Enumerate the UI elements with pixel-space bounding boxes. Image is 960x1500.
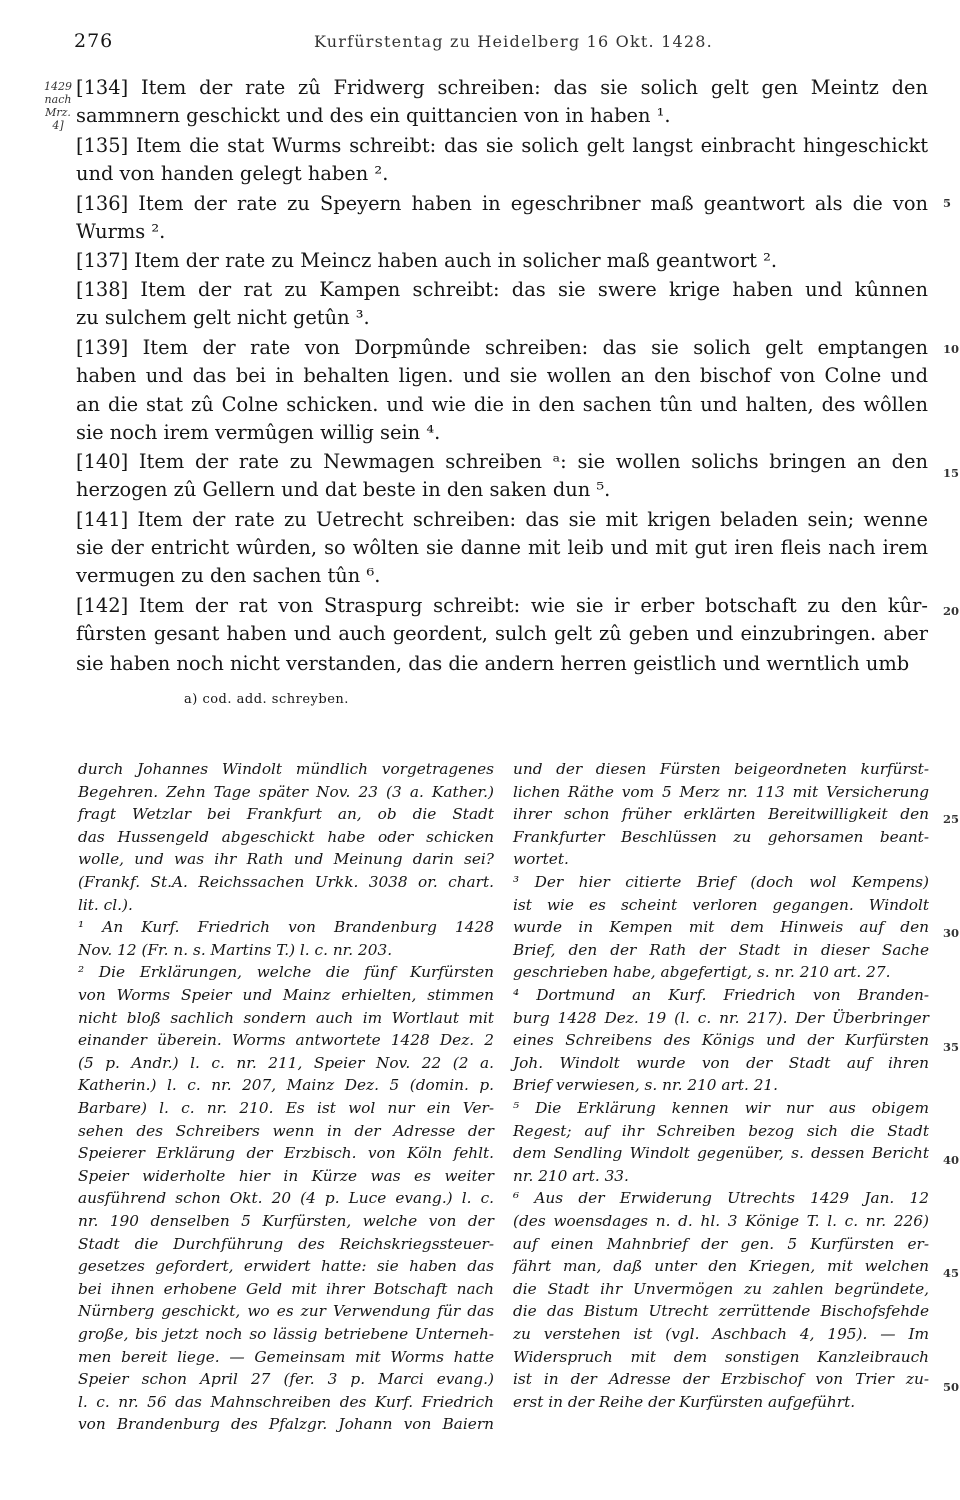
footnote-line: Barbare) l. c. nr. 210. Es ist wol nur ein Ver- (78, 1099, 494, 1117)
line-number: 45 (943, 1266, 960, 1280)
footnote-line: lit. cl.). (78, 895, 133, 914)
footnote-line: ist wie es scheint verloren gegangen. Windolt (513, 895, 929, 914)
footnote-line: die Stadt ihr Unvermögen zu zahlen begründete, (513, 1279, 929, 1298)
line-number: 20 (943, 604, 960, 618)
footnote-line: wolle, und was ihr Rath und Meinung darin sei? (78, 850, 494, 869)
text-line: [140] Item der rate zu Newmagen schreiben ᵃ: sie wollen solichs bringen an den (76, 450, 928, 473)
text-line: sie der entricht wûrden, so wôlten sie danne mit leib und mit gut iren fleis nach irem (76, 536, 928, 559)
text-line: [135] Item die stat Wurms schreibt: das sie solich gelt langst einbracht hingeschickt (76, 134, 928, 157)
text-line: zu sulchem gelt nicht getûn ³. (76, 306, 370, 329)
footnote-line: Frankfurter Beschlüssen zu gehorsamen beant- (513, 827, 929, 846)
footnote-line: sehen des Schreibers wenn in der Adresse der (78, 1121, 494, 1140)
footnote-line: Widerspruch mit dem sonstigen Kanzleibrauch (513, 1347, 929, 1366)
footnote-line: l. c. nr. 56 das Mahnschreiben des Kurf. Friedrich (78, 1392, 494, 1411)
footnote-line: große, bis jetzt noch so lässig betriebene Unterneh- (78, 1325, 494, 1343)
footnote-line: (des woensdages n. d. hl. 3 Könige T. l. c. nr. 226) (513, 1212, 929, 1230)
footnote-line: geschrieben habe, abgefertigt, s. nr. 210 art. 27. (513, 963, 891, 982)
footnote-line: nr. 210 art. 33. (513, 1166, 629, 1185)
line-number: 10 (943, 342, 960, 356)
footnote-line: von Brandenburg des Pfalzgr. Johann von Baiern (78, 1415, 494, 1434)
text-line: und von handen gelegt haben ². (76, 162, 389, 185)
line-number: 30 (943, 926, 960, 940)
footnote-line: dem Sendling Windolt gegenüber, s. dessen Bericht (513, 1144, 929, 1163)
text-line: [136] Item der rate zu Speyern haben in egeschribner maß geantwort als die von (76, 192, 928, 215)
footnote-line: ist in der Adresse der Erzbischof von Trier zu- (513, 1370, 929, 1389)
footnote-line: zu verstehen ist (vgl. Aschbach 4, 195). — Im (513, 1325, 929, 1343)
footnote-line: Speier schon April 27 (fer. 3 p. Marci evang.) (78, 1370, 494, 1389)
footnote-line: gesetzes gefordert, erwidert hatte: sie haben das (78, 1257, 494, 1276)
footnote-line: die das Bistum Utrecht zerrüttende Bischofsfehde (513, 1302, 929, 1321)
page-header (74, 30, 894, 54)
text-line: sie haben noch nicht verstanden, das die andern herren geistlich und werntlich umb (76, 652, 910, 675)
footnote-line: nicht bloß sachlich sondern auch im Wortlaut mit (78, 1008, 494, 1027)
footnote-line: Nürnberg geschickt, wo es zur Verwendung für das (78, 1302, 494, 1321)
text-line: [138] Item der rat zu Kampen schreibt: das sie swere krige haben und kûnnen (76, 278, 928, 301)
footnote-line: ⁵ Die Erklärung kennen wir nur aus obigem (513, 1099, 929, 1117)
running-title: Kurfürstentag zu Heidelberg 16 Okt. 1428. (314, 32, 713, 51)
text-line: Wurms ². (76, 220, 166, 243)
footnote-line: bei ihnen erhobene Geld mit ihrer Botschaft nach (78, 1279, 494, 1298)
footnote-line: ² Die Erklärungen, welche die fünf Kurfürsten (78, 963, 494, 982)
text-line: [139] Item der rate von Dorpmûnde schreiben: das sie solich gelt emptangen (76, 336, 928, 359)
footnote-line: Speier widerholte hier in Kürze was es weiter (78, 1166, 494, 1185)
text-line: [134] Item der rate zû Fridwerg schreiben: das sie solich gelt gen Meintz den (76, 76, 928, 99)
margin-note-word: nach (44, 93, 72, 106)
footnote-line: Joh. Windolt wurde von der Stadt auf ihren (513, 1053, 929, 1072)
footnote-line: burg 1428 Dez. 19 (l. c. nr. 217). Der Überbringer (513, 1008, 929, 1027)
footnote-line: Brief, den der Rath der Stadt in dieser Sache (513, 940, 929, 959)
line-number: 50 (943, 1380, 960, 1394)
line-number: 5 (943, 196, 952, 210)
footnote-line: Stadt die Durchführung des Reichskriegssteuer- (78, 1234, 494, 1253)
footnote-line: eines Schreibens des Königs und der Kurfürsten (513, 1031, 929, 1050)
text-line: sammnern geschickt und des ein quittancien von in haben ¹. (76, 104, 671, 127)
footnote-line: ⁴ Dortmund an Kurf. Friedrich von Branden- (513, 986, 929, 1004)
footnote-line: (Frankf. St.A. Reichssachen Urkk. 3038 or. chart. (78, 873, 494, 891)
margin-note-year: 1429 (44, 80, 72, 93)
footnote-line: einander überein. Worms antwortete 1428 Dez. 2 (78, 1031, 494, 1050)
footnote-line: durch Johannes Windolt mündlich vorgetragenes (78, 760, 494, 778)
margin-date-note (38, 80, 78, 132)
footnote-line: Begehren. Zehn Tage später Nov. 23 (3 a. Kather.) (78, 782, 494, 801)
line-number: 25 (943, 812, 960, 826)
text-line: fûrsten gesant haben und auch geordent, sulch gelt zû geben und einzubringen. aber (76, 622, 928, 645)
text-line: an die stat zû Colne schicken. und wie die in den sachen tûn und halten, des wôllen (76, 393, 928, 416)
line-number: 40 (943, 1153, 960, 1167)
text-line: [137] Item der rate zu Meincz haben auch in solicher maß geantwort ². (76, 249, 778, 272)
line-number: 35 (943, 1040, 960, 1054)
footnote-line: Nov. 12 (Fr. n. s. Martins T.) l. c. nr. 203. (78, 940, 393, 959)
footnote-line: Speierer Erklärung der Erzbisch. von Köln fehlt. (78, 1144, 494, 1163)
footnote-line: wurde in Kempen mit dem Hinweis auf den (513, 918, 929, 937)
footnote-line: erst in der Reihe der Kurfürsten aufgeführt. (513, 1392, 856, 1411)
footnote-line: ihrer schon früher erklärten Bereitwilligkeit den (513, 805, 929, 824)
footnote-line: fragt Wetzlar bei Frankfurt an, ob die Stadt (78, 805, 494, 824)
text-line: vermugen zu den sachen tûn ⁶. (76, 564, 381, 587)
footnote-line: ⁶ Aus der Erwiderung Utrechts 1429 Jan. 12 (513, 1189, 929, 1208)
footnote-line: auf einen Mahnbrief der gen. 5 Kurfürsten er- (513, 1234, 929, 1253)
margin-note-date: Mrz. 4] (45, 106, 71, 132)
text-line: [141] Item der rate zu Uetrecht schreiben: das sie mit krigen beladen sein; wenne (76, 508, 928, 531)
footnote-line: ³ Der hier citierte Brief (doch wol Kempens) (513, 873, 929, 891)
footnote-line: wortet. (513, 850, 569, 869)
footnote-line: (5 p. Andr.) l. c. nr. 211, Speier Nov. 22 (2 a. (78, 1053, 494, 1072)
footnote-line: von Worms Speier und Mainz erhielten, stimmen (78, 986, 494, 1004)
text-line: haben und das bei in behalten ligen. und sie wollen an den bischof von Colne und (76, 364, 928, 387)
footnote-line: fährt man, daß unter den Kriegen, mit welchen (513, 1257, 929, 1276)
footnote-line: men bereit liege. — Gemeinsam mit Worms hatte (78, 1347, 494, 1366)
footnote-line: nr. 190 denselben 5 Kurfürsten, welche von der (78, 1212, 494, 1230)
line-number: 15 (943, 466, 960, 480)
text-line: herzogen zû Gellern und dat beste in den saken dun ⁵. (76, 478, 611, 501)
text-line: [142] Item der rat von Straspurg schreibt: wie sie ir erber botschaft zu den kûr- (76, 594, 928, 617)
text-line: sie noch irem vermûgen willig sein ⁴. (76, 421, 441, 444)
footnote-line: Brief verwiesen, s. nr. 210 art. 21. (513, 1076, 779, 1095)
footnote-line: ausführend schon Okt. 20 (4 p. Luce evang.) l. c. (78, 1189, 494, 1208)
footnote-line: und der diesen Fürsten beigeordneten kurfürst- (513, 760, 929, 778)
footnote-line: Regest; auf ihr Schreiben bezog sich die Stadt (513, 1121, 929, 1140)
footnote-line: lichen Räthe vom 5 Merz nr. 113 mit Versicherung (513, 782, 929, 801)
footnote-line: das Hussengeld abgeschickt habe oder schicken (78, 827, 494, 846)
page-number: 276 (74, 30, 114, 52)
footnote-line: Katherin.) l. c. nr. 207, Mainz Dez. 5 (domin. p. (78, 1076, 494, 1095)
footnote-line: ¹ An Kurf. Friedrich von Brandenburg 1428 (78, 918, 494, 937)
apparatus-note: a) cod. add. schreyben. (184, 692, 349, 707)
